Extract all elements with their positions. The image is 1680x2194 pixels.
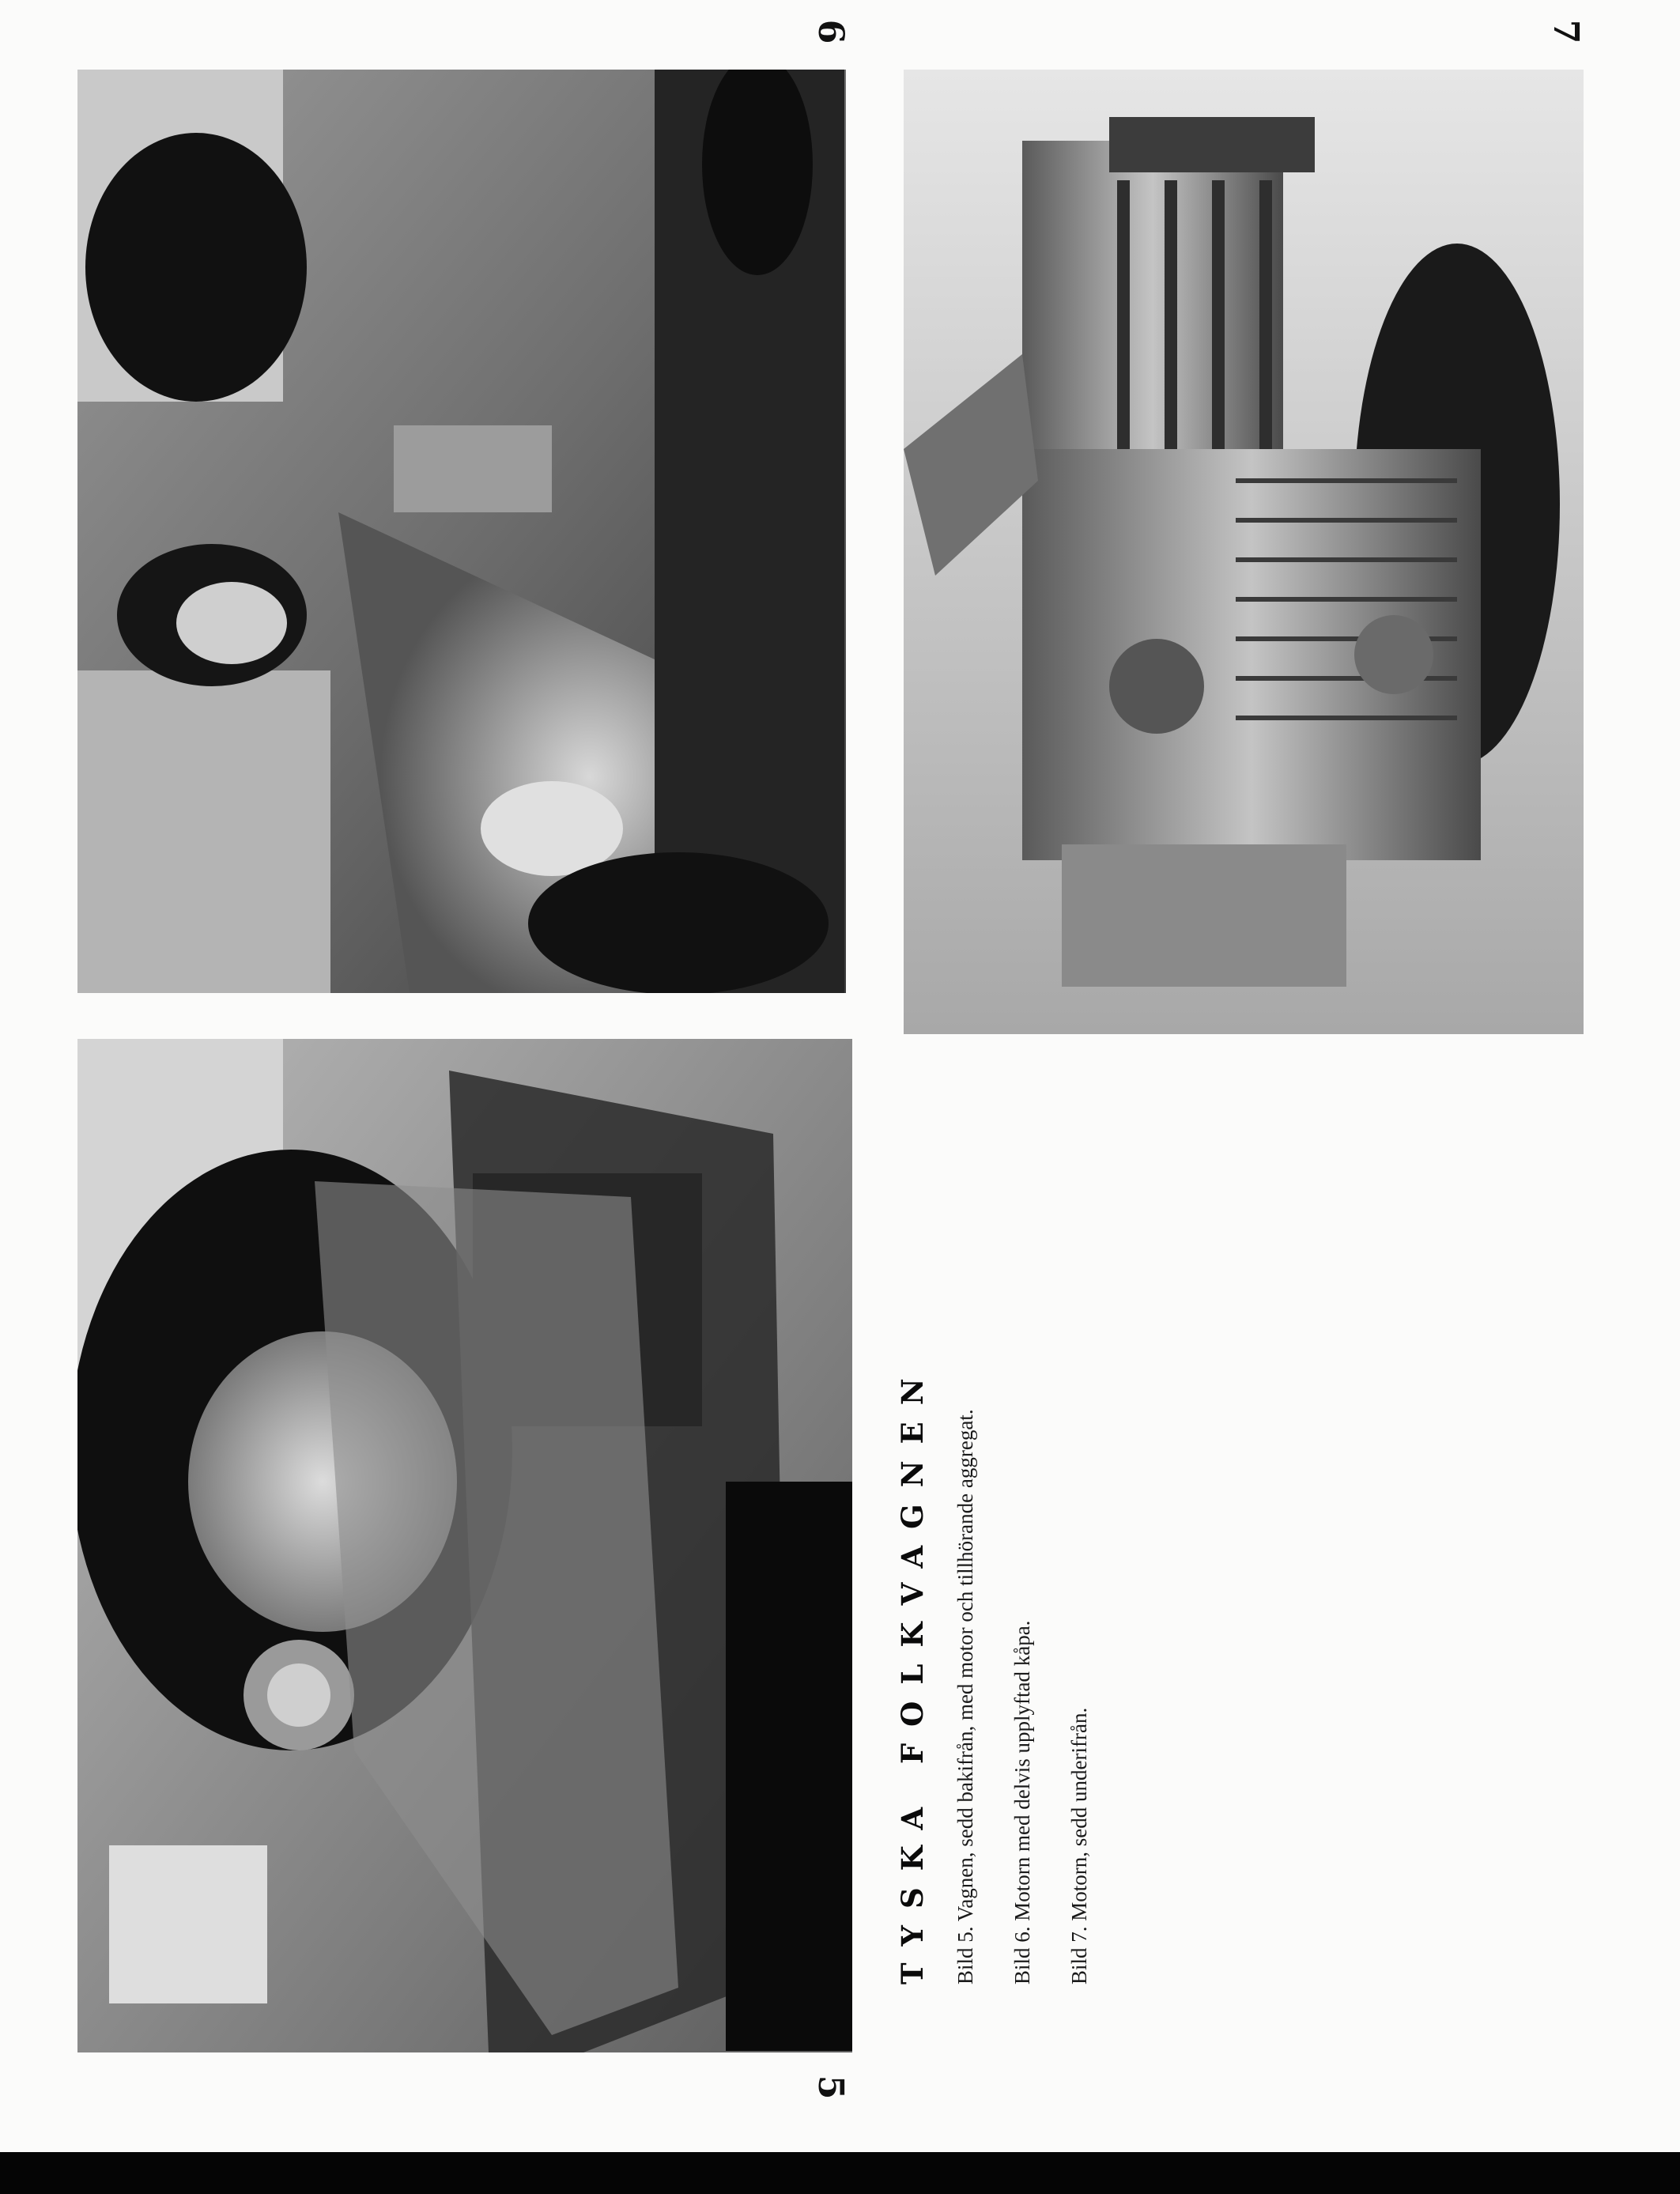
- caption-title: TYSKA FOLKVAGNEN: [895, 1361, 930, 1984]
- scan-border-bottom: [0, 2152, 1680, 2194]
- caption-block: [893, 878, 1099, 1984]
- caption-line-bild-5: Bild 5. Vagnen, sedd bakifrån, med motor och tillhörande aggregat.: [953, 1409, 977, 1984]
- page-number-5: 5: [810, 2075, 851, 2100]
- caption-line-bild-6: Bild 6. Motorn med delvis upplyftad kåpa.: [1010, 1620, 1034, 1984]
- car-rear-image: [77, 1039, 852, 2052]
- engine-photo-image: [77, 70, 846, 993]
- caption-line-bild-7: Bild 7. Motorn, sedd underifrån.: [1067, 1707, 1091, 1984]
- page-number-7: 7: [1546, 19, 1586, 44]
- page-number-6: 6: [810, 19, 851, 44]
- photo-bild-6: [77, 70, 846, 993]
- photo-bild-5: [77, 1039, 852, 2052]
